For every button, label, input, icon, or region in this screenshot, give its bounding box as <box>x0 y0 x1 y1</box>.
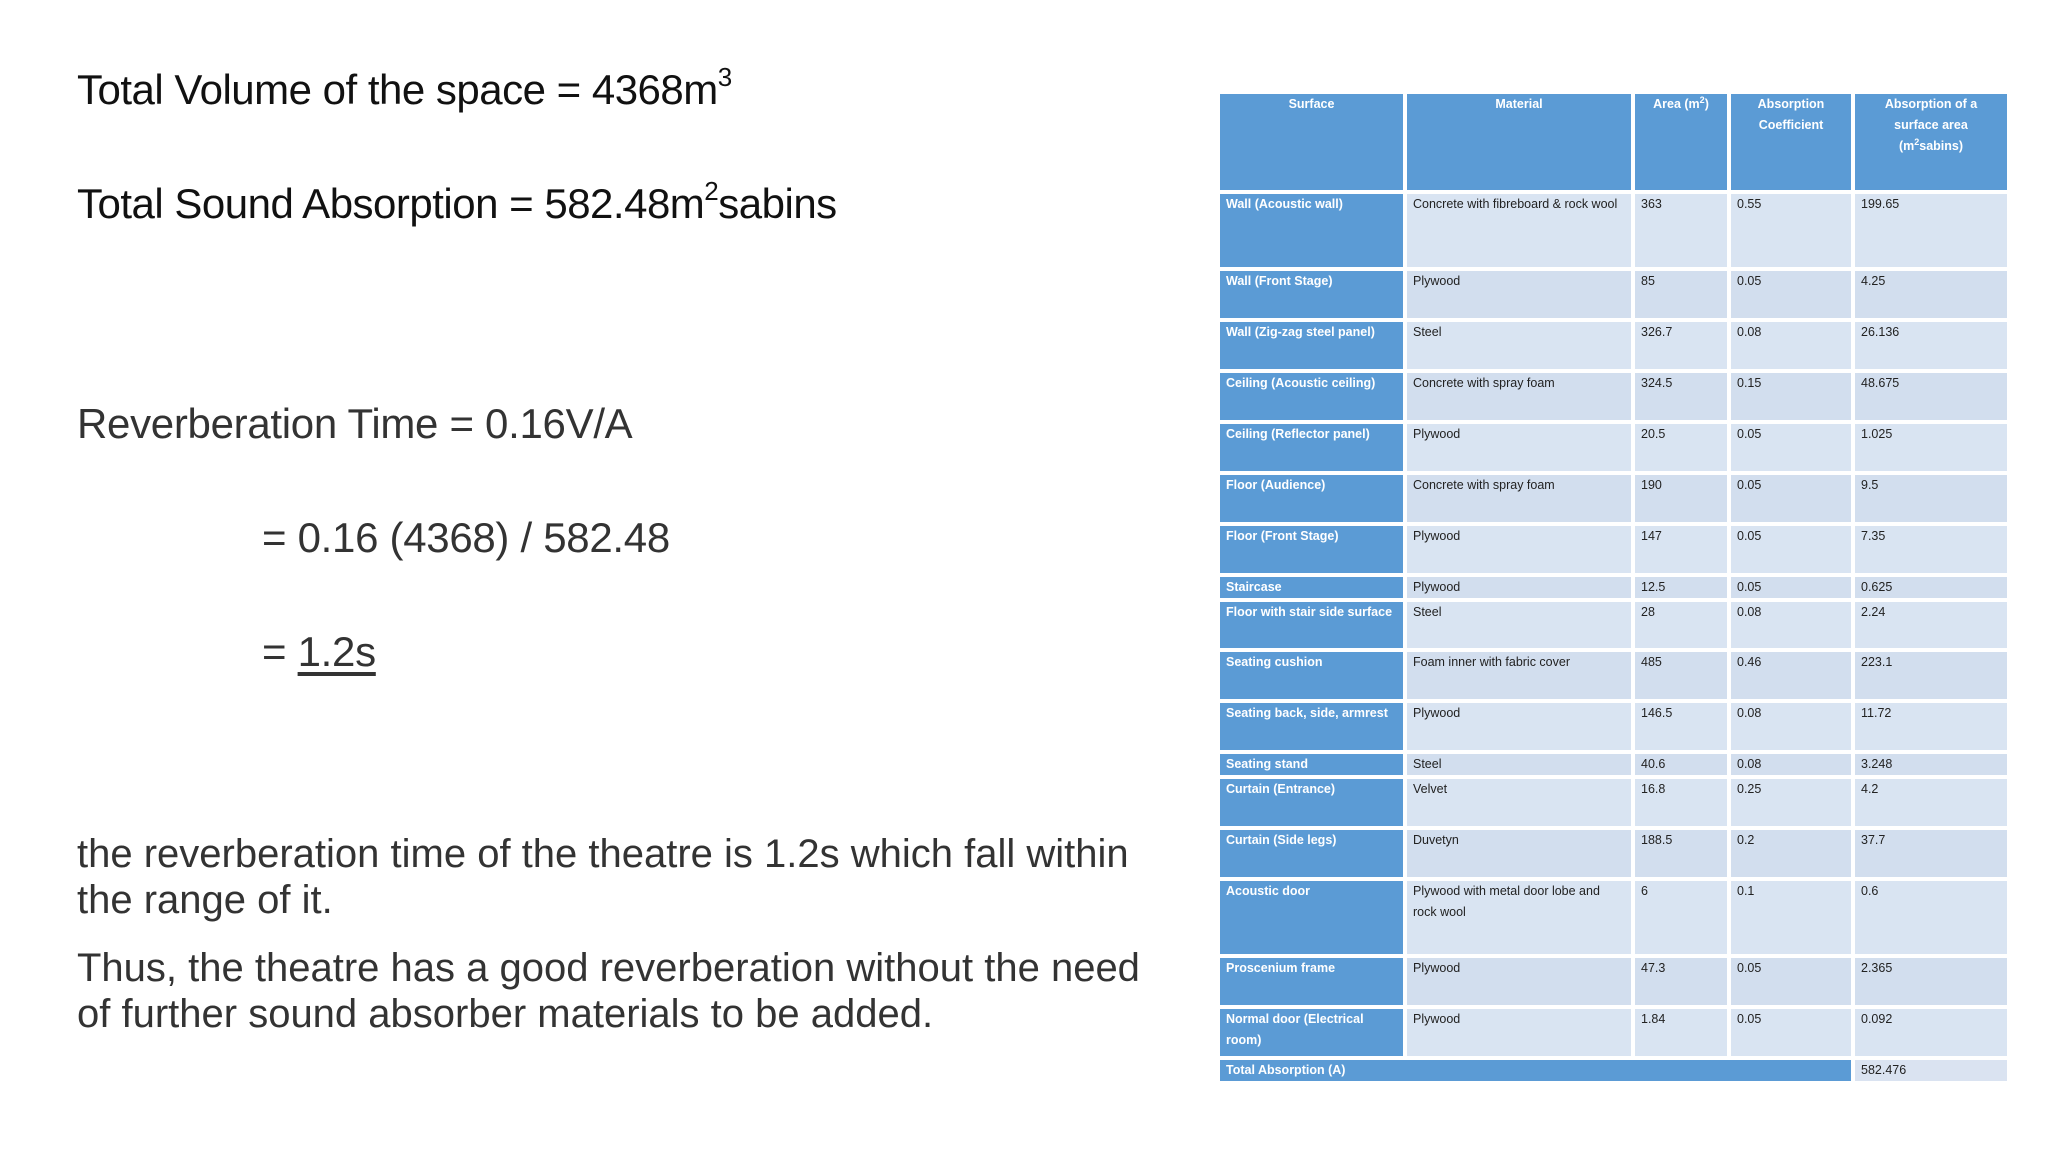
row-area: 147 <box>1635 526 1727 573</box>
row-material: Concrete with spray foam <box>1407 475 1631 522</box>
row-area: 1.84 <box>1635 1009 1727 1056</box>
header-area: Area $(m^2)$ <box>1635 94 1727 190</box>
row-area: 324.5 <box>1635 373 1727 420</box>
row-surface: Curtain (Entrance) <box>1220 779 1403 826</box>
row-absorption: 2.24 <box>1855 602 2007 648</box>
row-absorption: 37.7 <box>1855 830 2007 877</box>
row-material: Velvet <box>1407 779 1631 826</box>
header-material: Material <box>1407 94 1631 190</box>
table-row <box>1220 577 2007 598</box>
row-coefficient: 0.08 <box>1731 602 1851 648</box>
row-area: 20.5 <box>1635 424 1727 471</box>
row-surface: Seating back, side, armrest <box>1220 703 1403 750</box>
row-area: 485 <box>1635 652 1727 699</box>
table-row <box>1220 881 2007 954</box>
row-coefficient: 0.05 <box>1731 1009 1851 1056</box>
row-material: Plywood <box>1407 958 1631 1005</box>
table-row <box>1220 754 2007 775</box>
row-material: Foam inner with fabric cover <box>1407 652 1631 699</box>
row-area: 16.8 <box>1635 779 1727 826</box>
row-area: 363 <box>1635 194 1727 267</box>
conclusion-paragraph-2: Thus, the theatre has a good reverberation without the need of further sound absorber materials to be added. <box>77 946 1140 1036</box>
row-coefficient: 0.25 <box>1731 779 1851 826</box>
header-surface: Surface <box>1220 94 1403 190</box>
row-coefficient: 0.08 <box>1731 322 1851 369</box>
row-material: Duvetyn <box>1407 830 1631 877</box>
row-absorption: 0.092 <box>1855 1009 2007 1056</box>
absorption-table <box>1216 90 2011 1085</box>
header-coefficient: Absorption Coefficient <box>1731 94 1851 190</box>
row-coefficient: 0.1 <box>1731 881 1851 954</box>
row-coefficient: 0.08 <box>1731 703 1851 750</box>
table-row <box>1220 1009 2007 1056</box>
row-coefficient: 0.55 <box>1731 194 1851 267</box>
row-surface: Floor (Audience) <box>1220 475 1403 522</box>
row-absorption: 7.35 <box>1855 526 2007 573</box>
total-absorption-label: Total Absorption (A) <box>1220 1060 1851 1081</box>
row-absorption: 0.6 <box>1855 881 2007 954</box>
row-area: 40.6 <box>1635 754 1727 775</box>
rt-formula: Reverberation Time = 0.16V/A <box>77 400 633 447</box>
conclusion-paragraph-1: the reverberation time of the theatre is 1.2s which fall within the range of it. <box>77 832 1129 922</box>
row-area: 6 <box>1635 881 1727 954</box>
row-material: Steel <box>1407 322 1631 369</box>
row-coefficient: 0.46 <box>1731 652 1851 699</box>
row-surface: Proscenium frame <box>1220 958 1403 1005</box>
table-row <box>1220 373 2007 420</box>
table-row <box>1220 526 2007 573</box>
total-absorption-line: Total Sound Absorption = $582.48m^2sabins$ <box>77 176 837 227</box>
row-absorption: 0.625 <box>1855 577 2007 598</box>
row-coefficient: 0.2 <box>1731 830 1851 877</box>
row-surface: Floor (Front Stage) <box>1220 526 1403 573</box>
row-absorption: 2.365 <box>1855 958 2007 1005</box>
table-row <box>1220 779 2007 826</box>
table-row <box>1220 271 2007 318</box>
header-absorption: Absorption of a surface area $(m^2sabins)$ <box>1855 94 2007 190</box>
row-material: Steel <box>1407 754 1631 775</box>
row-coefficient: 0.08 <box>1731 754 1851 775</box>
row-coefficient: 0.15 <box>1731 373 1851 420</box>
row-area: 188.5 <box>1635 830 1727 877</box>
row-absorption: 26.136 <box>1855 322 2007 369</box>
row-surface: Curtain (Side legs) <box>1220 830 1403 877</box>
table-row <box>1220 194 2007 267</box>
row-absorption: 223.1 <box>1855 652 2007 699</box>
row-coefficient: 0.05 <box>1731 958 1851 1005</box>
row-surface: Staircase <box>1220 577 1403 598</box>
row-absorption: 4.2 <box>1855 779 2007 826</box>
row-surface: Normal door (Electrical room) <box>1220 1009 1403 1056</box>
row-surface: Seating cushion <box>1220 652 1403 699</box>
row-material: Plywood <box>1407 424 1631 471</box>
row-area: 12.5 <box>1635 577 1727 598</box>
row-coefficient: 0.05 <box>1731 475 1851 522</box>
row-area: 85 <box>1635 271 1727 318</box>
row-coefficient: 0.05 <box>1731 526 1851 573</box>
row-material: Plywood <box>1407 1009 1631 1056</box>
table-row <box>1220 652 2007 699</box>
rt-result-value: 1.2s <box>297 628 376 675</box>
row-absorption: 9.5 <box>1855 475 2007 522</box>
rt-result-line: = 1.2s <box>262 628 376 675</box>
row-area: 47.3 <box>1635 958 1727 1005</box>
row-material: Plywood with metal door lobe and rock wool <box>1407 881 1631 954</box>
row-area: 326.7 <box>1635 322 1727 369</box>
row-surface: Floor with stair side surface <box>1220 602 1403 648</box>
table-total-row <box>1220 1060 2007 1081</box>
row-absorption: 48.675 <box>1855 373 2007 420</box>
row-material: Plywood <box>1407 703 1631 750</box>
row-absorption: 199.65 <box>1855 194 2007 267</box>
table-row <box>1220 322 2007 369</box>
row-material: Plywood <box>1407 271 1631 318</box>
row-surface: Wall (Acoustic wall) <box>1220 194 1403 267</box>
row-absorption: 11.72 <box>1855 703 2007 750</box>
table-header-row <box>1220 94 2007 190</box>
table-row <box>1220 602 2007 648</box>
row-surface: Wall (Zig-zag steel panel) <box>1220 322 1403 369</box>
table-row <box>1220 475 2007 522</box>
table-row <box>1220 958 2007 1005</box>
row-surface: Ceiling (Acoustic ceiling) <box>1220 373 1403 420</box>
row-surface: Wall (Front Stage) <box>1220 271 1403 318</box>
row-absorption: 1.025 <box>1855 424 2007 471</box>
row-surface: Seating stand <box>1220 754 1403 775</box>
row-surface: Ceiling (Reflector panel) <box>1220 424 1403 471</box>
table-row <box>1220 703 2007 750</box>
row-absorption: 4.25 <box>1855 271 2007 318</box>
rt-calculation: = 0.16 (4368) / 582.48 <box>262 514 670 561</box>
row-area: 28 <box>1635 602 1727 648</box>
table-row <box>1220 424 2007 471</box>
total-volume-line: Total Volume of the space = $4368m^3$ <box>77 62 732 113</box>
row-absorption: 3.248 <box>1855 754 2007 775</box>
row-coefficient: 0.05 <box>1731 271 1851 318</box>
row-material: Plywood <box>1407 577 1631 598</box>
row-material: Concrete with fibreboard & rock wool <box>1407 194 1631 267</box>
total-absorption-value: 582.476 <box>1855 1060 2007 1081</box>
row-coefficient: 0.05 <box>1731 424 1851 471</box>
row-surface: Acoustic door <box>1220 881 1403 954</box>
row-material: Plywood <box>1407 526 1631 573</box>
row-material: Steel <box>1407 602 1631 648</box>
table-row <box>1220 830 2007 877</box>
row-area: 190 <box>1635 475 1727 522</box>
row-material: Concrete with spray foam <box>1407 373 1631 420</box>
row-area: 146.5 <box>1635 703 1727 750</box>
row-coefficient: 0.05 <box>1731 577 1851 598</box>
